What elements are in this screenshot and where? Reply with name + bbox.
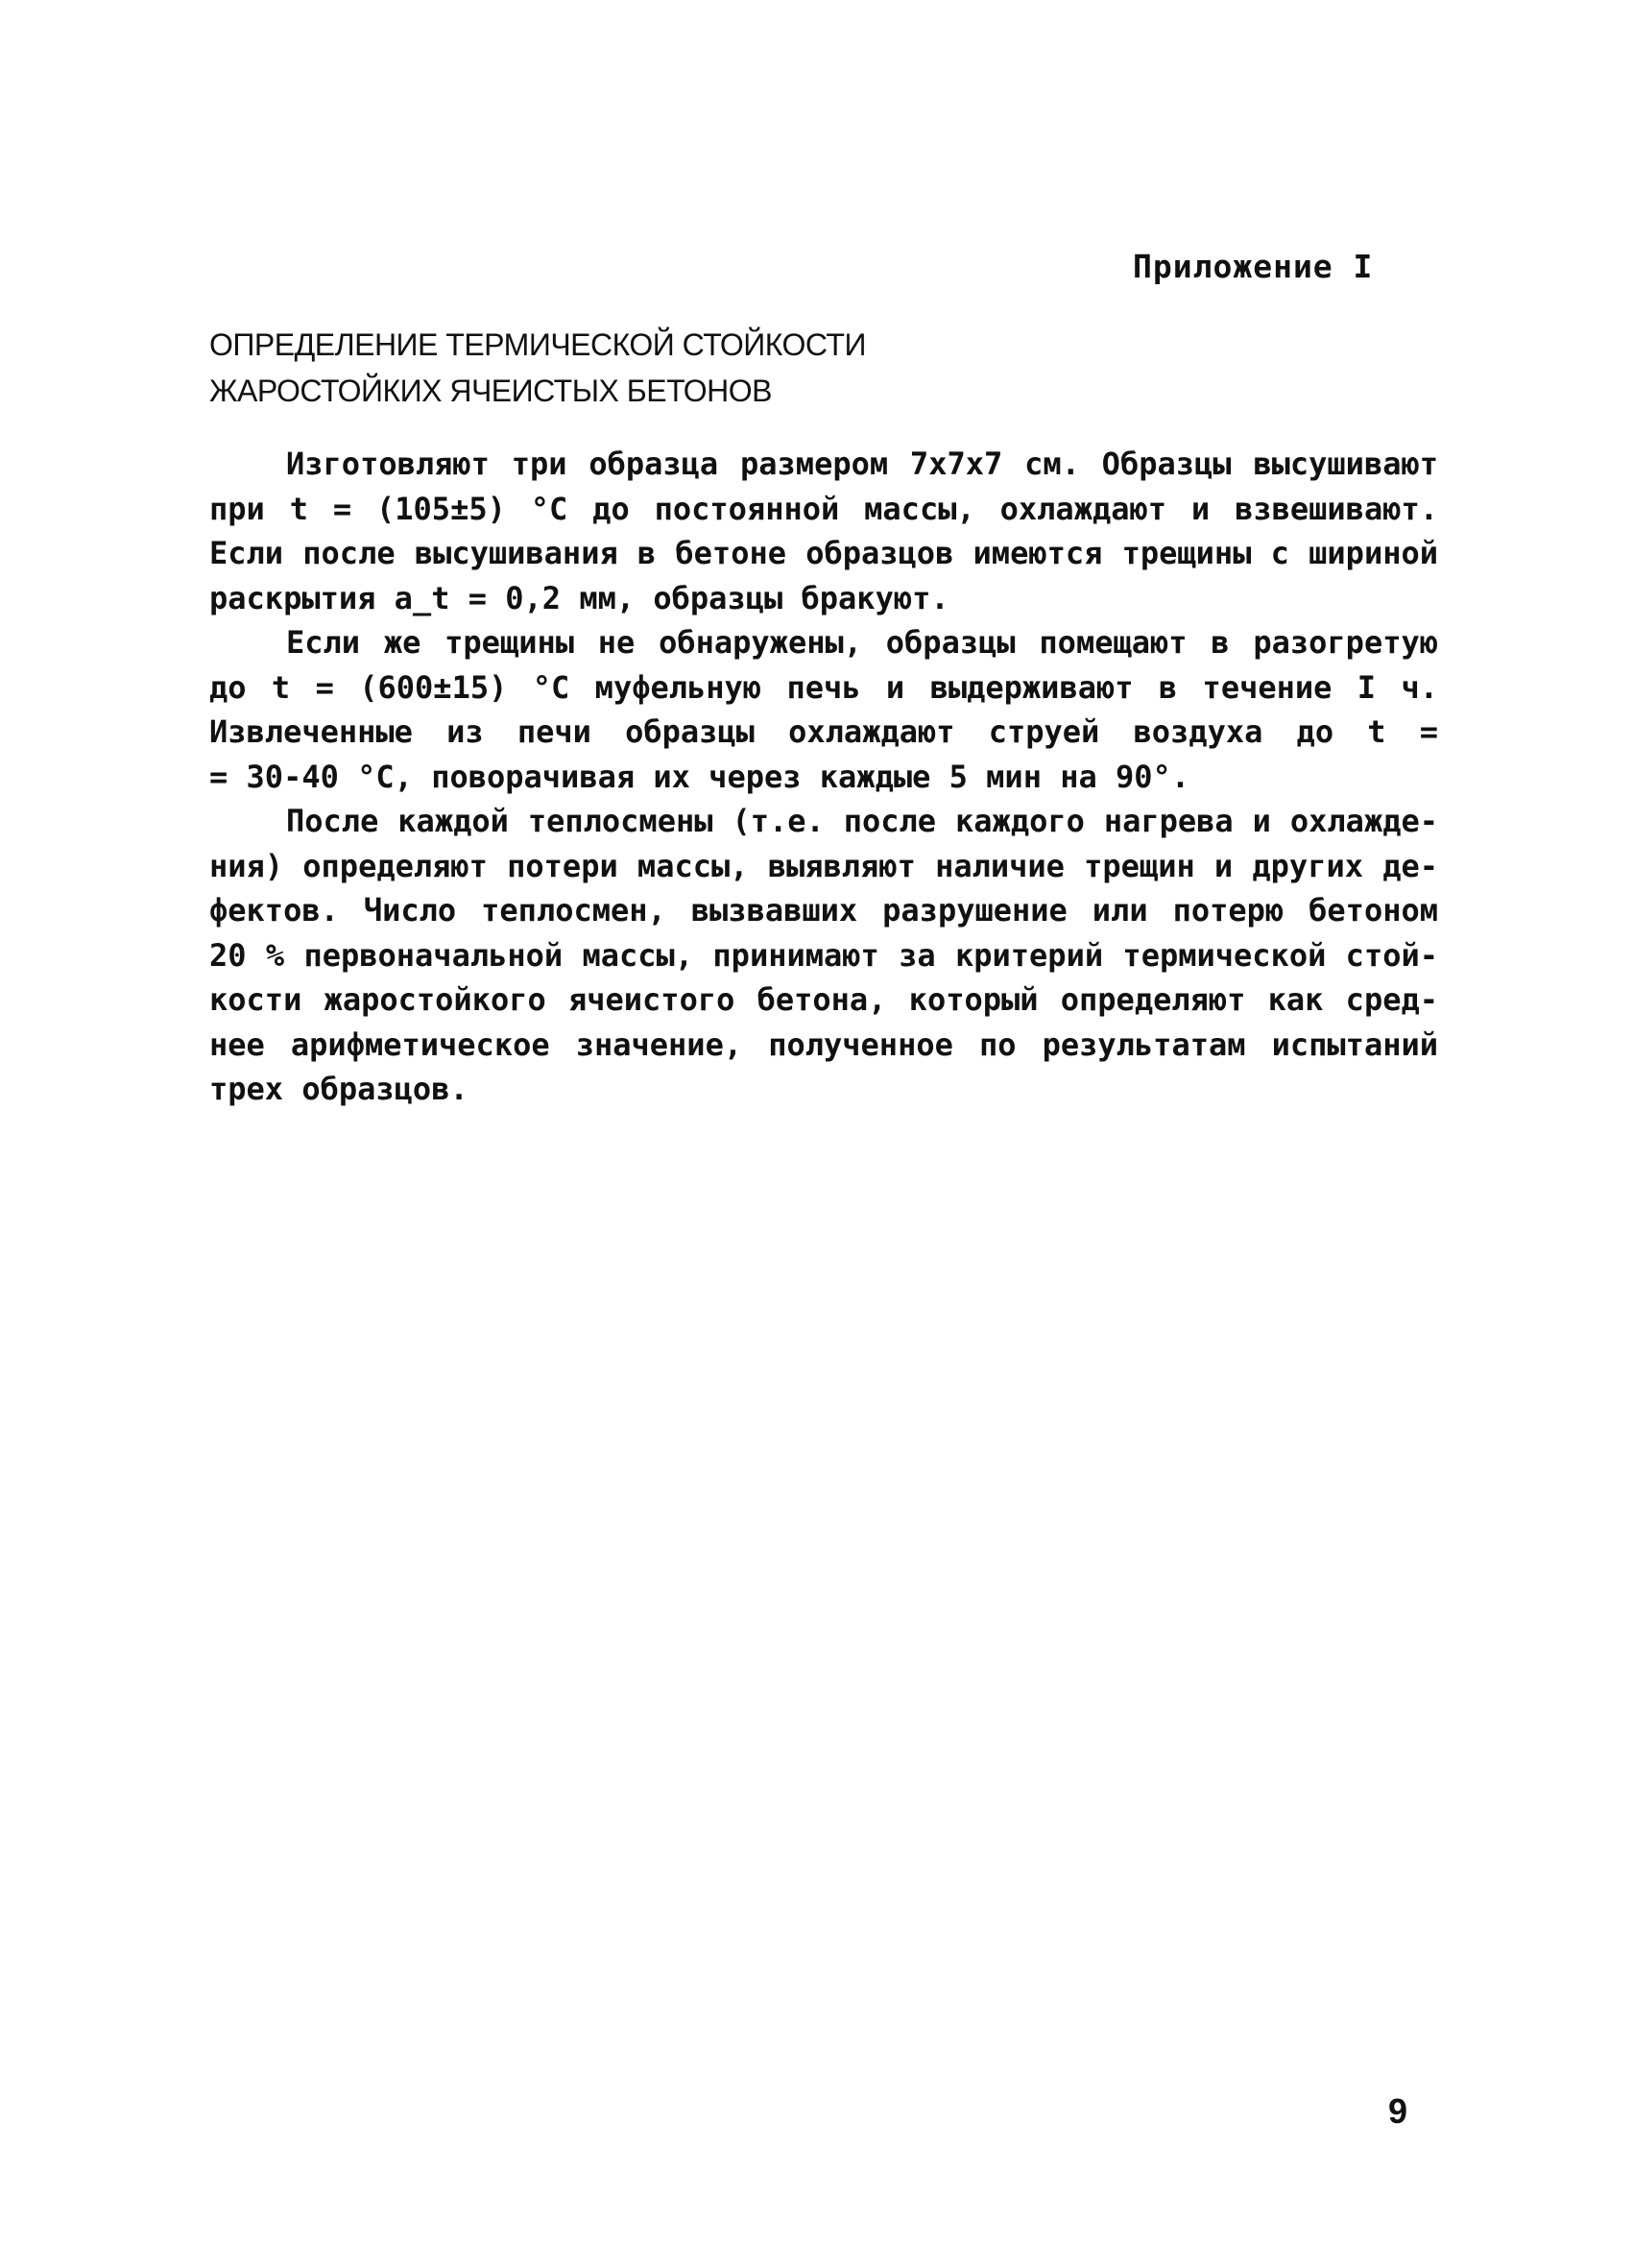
text-line: раскрытия a_t = 0,2 мм, образцы бракуют. xyxy=(209,579,949,616)
text-line: нее арифметическое значение, полученное по результатам испытаний xyxy=(209,1025,1438,1063)
text-line: до t = (600±15) °С муфельную печь и выдерживают в течение I ч. xyxy=(209,668,1438,706)
text-line: Если же трещины не обнаружены, образцы помещают в разогретую xyxy=(286,624,1438,661)
appendix-label: Приложение I xyxy=(1133,248,1374,285)
paragraph-1 xyxy=(209,442,1438,620)
text-line: кости жаростойкого ячеистого бетона, который определяют как сред- xyxy=(209,981,1438,1018)
text-line: Если после высушивания в бетоне образцов имеются трещины с шириной xyxy=(209,535,1438,571)
title-line-2: ЖАРОСТОЙКИХ ЯЧЕИСТЫХ БЕТОНОВ xyxy=(209,374,772,408)
paragraph-2 xyxy=(209,620,1438,799)
paragraph-3 xyxy=(209,799,1438,1112)
text-line: После каждой теплосмены (т.е. после каждого нагрева и охлажде- xyxy=(286,803,1438,839)
title-line-1: ОПРЕДЕЛЕНИЕ ТЕРМИЧЕСКОЙ СТОЙКОСТИ xyxy=(209,327,866,362)
text-line: при t = (105±5) °С до постоянной массы, охлаждают и взвешивают. xyxy=(209,490,1438,527)
text-line: трех образцов. xyxy=(209,1071,468,1107)
page-number: 9 xyxy=(1388,2091,1408,2131)
document-title xyxy=(209,322,866,414)
text-line: = 30-40 °С, поворачивая их через каждые 5 мин на 90°. xyxy=(209,758,1190,795)
text-line: Извлеченные из печи образцы охлаждают струей воздуха до t = xyxy=(209,713,1438,750)
text-line: 20 % первоначальной массы, принимают за критерий термической стой- xyxy=(209,936,1438,974)
document-body xyxy=(209,442,1438,1112)
text-line: Изготовляют три образца размером 7х7х7 см. Образцы высушивают xyxy=(286,446,1438,482)
text-line: фектов. Число теплосмен, вызвавших разрушение или потерю бетоном xyxy=(209,892,1438,929)
text-line: ния) определяют потери массы, выявляют наличие трещин и других де- xyxy=(209,847,1438,884)
